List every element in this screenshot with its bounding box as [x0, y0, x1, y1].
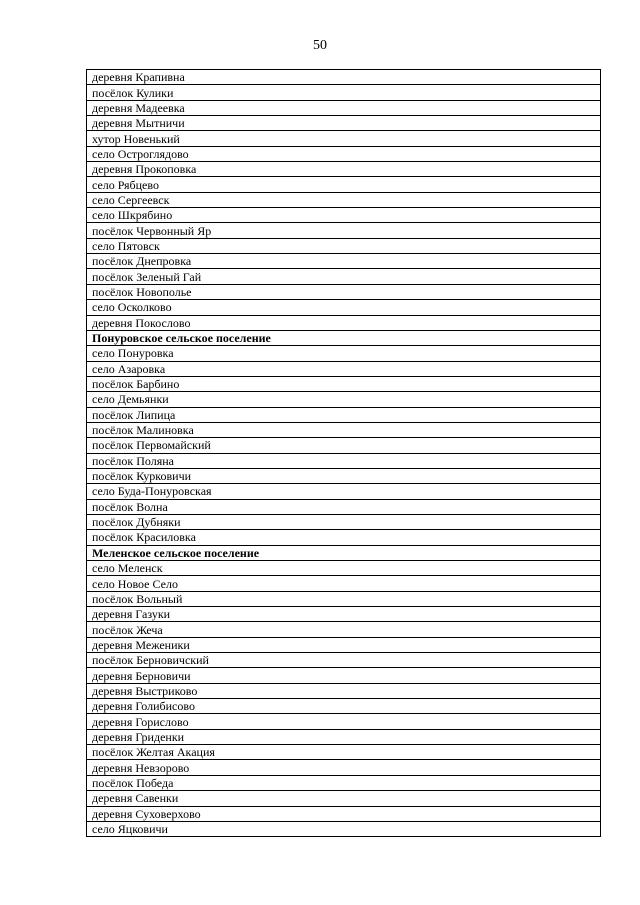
settlement-name: село Азаровка — [87, 361, 601, 376]
section-heading: Меленское сельское поселение — [87, 545, 601, 560]
settlement-row — [87, 607, 601, 622]
settlement-name: посёлок Барбино — [87, 376, 601, 391]
settlement-name: деревня Газуки — [87, 607, 601, 622]
settlement-name: деревня Прокоповка — [87, 162, 601, 177]
settlement-name: деревня Покослово — [87, 315, 601, 330]
settlement-name: посёлок Кулики — [87, 85, 601, 100]
settlement-name: деревня Савенки — [87, 791, 601, 806]
settlement-row — [87, 714, 601, 729]
settlement-name: деревня Мадеевка — [87, 100, 601, 115]
settlement-row — [87, 300, 601, 315]
settlement-row — [87, 576, 601, 591]
settlement-name: село Шкрябино — [87, 208, 601, 223]
settlement-name: посёлок Волна — [87, 499, 601, 514]
settlements-table-body — [87, 70, 601, 837]
settlement-name: деревня Горислово — [87, 714, 601, 729]
settlement-name: деревня Мытничи — [87, 116, 601, 131]
settlement-name: село Сергеевск — [87, 192, 601, 207]
settlement-row — [87, 254, 601, 269]
settlement-row — [87, 806, 601, 821]
settlement-row — [87, 484, 601, 499]
settlement-name: село Остроглядово — [87, 146, 601, 161]
settlement-row — [87, 530, 601, 545]
settlement-row — [87, 192, 601, 207]
settlement-row — [87, 346, 601, 361]
settlement-row — [87, 438, 601, 453]
settlement-name: посёлок Поляна — [87, 453, 601, 468]
page-number: 50 — [313, 38, 327, 53]
settlement-name: хутор Новенький — [87, 131, 601, 146]
settlement-row — [87, 468, 601, 483]
settlement-row — [87, 775, 601, 790]
settlement-name: посёлок Первомайский — [87, 438, 601, 453]
settlement-row — [87, 683, 601, 698]
settlement-row — [87, 729, 601, 744]
settlement-name: село Осколково — [87, 300, 601, 315]
settlement-row — [87, 622, 601, 637]
settlement-row — [87, 668, 601, 683]
settlement-name: село Понуровка — [87, 346, 601, 361]
settlement-row — [87, 699, 601, 714]
settlement-row — [87, 223, 601, 238]
settlement-name: село Меленск — [87, 561, 601, 576]
settlement-name: село Новое Село — [87, 576, 601, 591]
settlement-row — [87, 100, 601, 115]
settlement-name: село Демьянки — [87, 392, 601, 407]
settlement-name: посёлок Зеленый Гай — [87, 269, 601, 284]
settlement-row — [87, 116, 601, 131]
settlement-row — [87, 376, 601, 391]
settlement-name: деревня Крапивна — [87, 70, 601, 85]
settlement-row — [87, 284, 601, 299]
settlement-row — [87, 162, 601, 177]
settlement-row — [87, 591, 601, 606]
settlement-name: посёлок Берновичский — [87, 653, 601, 668]
settlements-table — [86, 69, 601, 837]
settlement-row — [87, 361, 601, 376]
settlement-row — [87, 177, 601, 192]
settlement-name: село Пятовск — [87, 238, 601, 253]
settlement-row — [87, 760, 601, 775]
settlement-name: посёлок Желтая Акация — [87, 745, 601, 760]
settlement-name: деревня Гриденки — [87, 729, 601, 744]
settlement-row — [87, 821, 601, 836]
settlement-name: посёлок Малиновка — [87, 422, 601, 437]
settlement-row — [87, 791, 601, 806]
settlement-row — [87, 499, 601, 514]
settlement-row — [87, 653, 601, 668]
settlement-row — [87, 146, 601, 161]
settlement-name: село Яцковичи — [87, 821, 601, 836]
settlement-row — [87, 561, 601, 576]
settlement-name: посёлок Червонный Яр — [87, 223, 601, 238]
settlement-name: село Рябцево — [87, 177, 601, 192]
settlement-name: деревня Выстриково — [87, 683, 601, 698]
settlement-row — [87, 453, 601, 468]
settlement-name: деревня Берновичи — [87, 668, 601, 683]
settlement-row — [87, 392, 601, 407]
settlement-name: посёлок Победа — [87, 775, 601, 790]
settlement-row — [87, 238, 601, 253]
settlement-row — [87, 208, 601, 223]
settlement-name: посёлок Курковичи — [87, 468, 601, 483]
settlement-name: посёлок Вольный — [87, 591, 601, 606]
settlement-name: посёлок Новополье — [87, 284, 601, 299]
section-heading: Понуровское сельское поселение — [87, 330, 601, 345]
settlement-name: посёлок Красиловка — [87, 530, 601, 545]
settlement-name: деревня Голибисово — [87, 699, 601, 714]
settlement-name: деревня Суховерхово — [87, 806, 601, 821]
section-heading-row — [87, 330, 601, 345]
settlement-name: посёлок Липица — [87, 407, 601, 422]
settlement-name: деревня Меженики — [87, 637, 601, 652]
settlement-row — [87, 131, 601, 146]
settlement-name: деревня Невзорово — [87, 760, 601, 775]
settlement-name: посёлок Жеча — [87, 622, 601, 637]
settlement-row — [87, 85, 601, 100]
section-heading-row — [87, 545, 601, 560]
settlement-row — [87, 407, 601, 422]
settlement-row — [87, 70, 601, 85]
settlement-row — [87, 514, 601, 529]
settlement-row — [87, 745, 601, 760]
settlement-name: посёлок Дубняки — [87, 514, 601, 529]
settlement-row — [87, 315, 601, 330]
settlement-row — [87, 269, 601, 284]
settlement-row — [87, 422, 601, 437]
settlement-name: село Буда-Понуровская — [87, 484, 601, 499]
settlement-row — [87, 637, 601, 652]
settlement-name: посёлок Днепровка — [87, 254, 601, 269]
